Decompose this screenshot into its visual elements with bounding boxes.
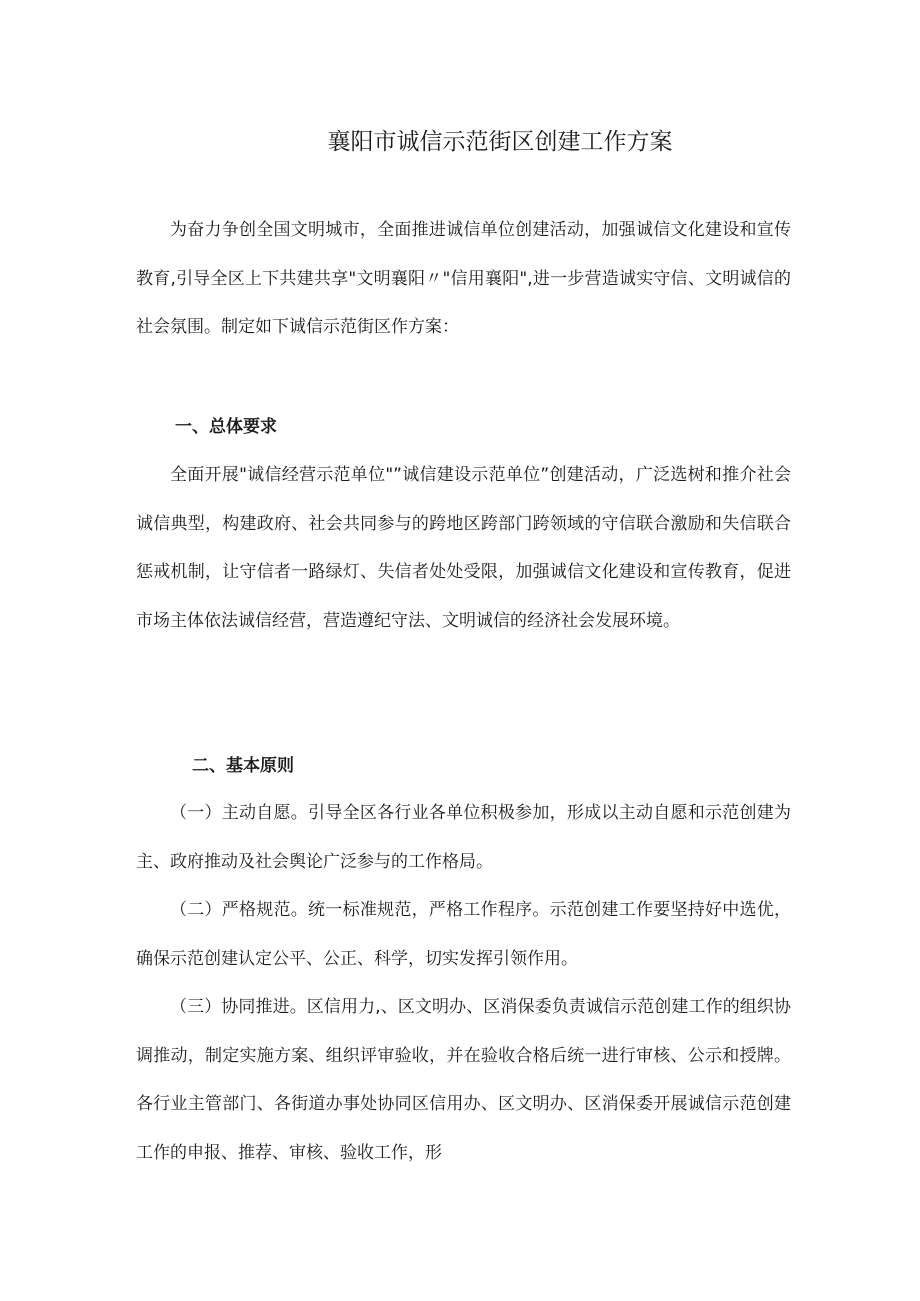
intro-paragraph: 为奋力争创全国文明城市，全面推进诚信单位创建活动，加强诚信文化建设和宣传教育,引导全区上下共建共享"文明襄阳〃"信用襄阳",进一步营造诚实守信、文明诚信的社会氛围。制定如下诚信示范街区作方案： [136,220,791,337]
principle-paragraph-voluntary: （一）主动自愿。引导全区各行业各单位积极参加，形成以主动自愿和示范创建为主、政府推动及社会舆论广泛参与的工作格局。 [136,803,791,872]
principle-paragraph-strict-standards: （二）严格规范。统一标准规范，严格工作程序。示范创建工作要坚持好中选优，确保示范创建认定公平、公正、科学，切实发挥引领作用。 [136,900,791,969]
principle-paragraph-coordinated: （三）协同推进。区信用力,、区文明办、区消保委负责诚信示范创建工作的组织协调推动，制定实施方案、组织评审验收，并在验收合格后统一进行审核、公示和授牌。各行业主管部门、各街道办事处协同区信用办、区文明办、区消保委开展诚信示范创建工作的申报、推荐、审核、验收工作，形 [136,997,791,1163]
section-heading-general-requirements: 一、总体要求 [175,417,277,437]
document-title: 襄阳市诚信示范街区创建工作方案 [327,129,673,155]
section-heading-basic-principles: 二、基本原则 [192,756,294,776]
general-requirements-paragraph: 全面开展"诚信经营示范单位"”诚信建设示范单位”创建活动，广泛选树和推介社会诚信典型，构建政府、社会共同参与的跨地区跨部门跨领域的守信联合激励和失信联合惩戒机制，让守信者一路绿灯、失信者处处受限，加强诚信文化建设和宣传教育，促进市场主体依法诚信经营，营造遵纪守法、文明诚信的经济社会发展环境。 [136,465,791,631]
